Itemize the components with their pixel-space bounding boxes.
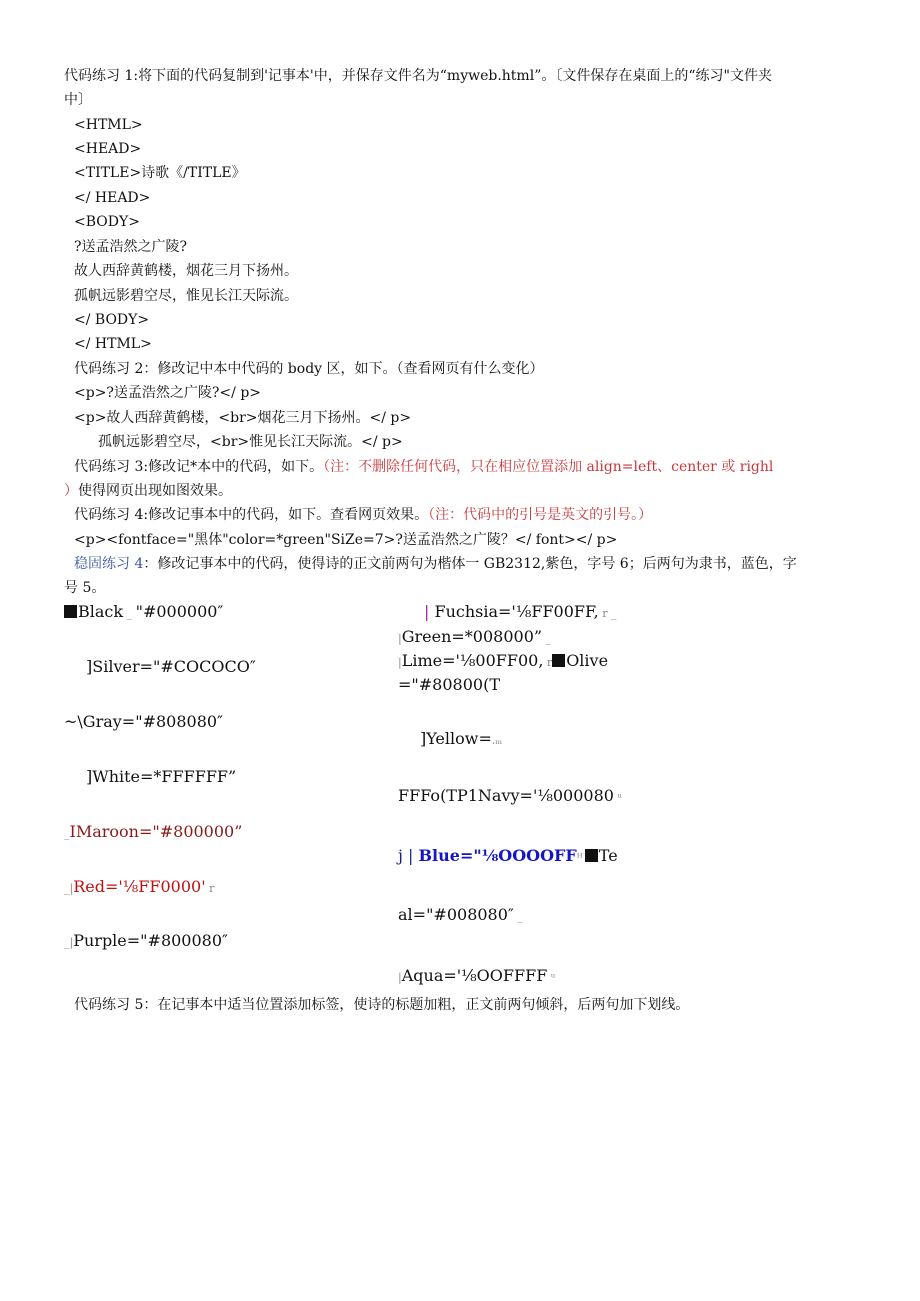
black-swatch (64, 605, 77, 618)
ex1-code-line: <HTML> (74, 117, 143, 133)
ex4-code: <p><fontface="黑体"color=*green"SiZe=7>?送孟浩然之广陵？</ font></ p> (74, 532, 618, 548)
ex2-code-line: <p>?送孟浩然之广陵?</ p> (74, 385, 262, 401)
ex3-note-end: ） (64, 483, 78, 499)
color-navy-text: FFFo(TP1Navy='⅛000080 (398, 786, 614, 805)
color-entry-teal-value: al="#008080″ _ (398, 905, 523, 924)
color-entry-yellow: ]Yellow=.ₘ (420, 729, 503, 748)
ex3-tail: 使得网页出现如图效果。 (78, 483, 232, 499)
ex1-code-line: </ BODY> (74, 312, 150, 328)
color-maroon-text: IMaroon="#800000” (69, 822, 243, 841)
color-black-value: "#000000″ (135, 602, 224, 621)
color-entry-fuchsia: | Fuchsia='⅛FF00FF, r _ (424, 602, 617, 621)
color-green-text: Green=*008000” (401, 627, 543, 646)
ex4-note: （注：代码中的引号是英文的引号。） (428, 507, 653, 523)
ex1-code-line: <BODY> (74, 214, 140, 230)
color-blue-prefix: j | (398, 846, 419, 865)
ex2-code-line: 孤帆远影碧空尽，<br>惟见长江天际流。</ p> (98, 434, 403, 450)
color-lime-text: Lime='⅛00FF00, (401, 651, 544, 670)
color-purple-text: Purple="#800080″ (73, 931, 228, 950)
color-olive-text: Olive (566, 651, 609, 670)
color-entry-blue: j | Blue="⅛OOOOFFᴴ Te (398, 846, 618, 865)
color-red-text: Red='⅛FF0000' (73, 877, 206, 896)
color-fuchsia-text: Fuchsia='⅛FF00FF, (434, 602, 599, 621)
color-entry-silver: ]Silver="#COCOCO″ (86, 657, 256, 676)
ex2-intro: 代码练习 2：修改记中本中代码的 body 区，如下。（查看网页有什么变化） (74, 361, 544, 377)
review-text: ：修改记事本中的代码，使得诗的正文前两句为楷体一 GB2312,紫色，字号 6；后两句为隶书，蓝色，字 (143, 556, 797, 572)
ex3-intro-text: 代码练习 3:修改记*本中的代码，如下。 (74, 459, 324, 475)
ex3-intro-line2 (64, 481, 232, 501)
ex4-intro (74, 505, 652, 525)
ex1-code-line: <HEAD> (74, 141, 142, 157)
ex1-code-line: </ HTML> (74, 336, 152, 352)
ex5-intro: 代码练习 5：在记事本中适当位置添加标签，使诗的标题加粗，正文前两句倾斜，后两句加下划线。 (74, 997, 690, 1013)
ex4-intro-text: 代码练习 4:修改记事本中的代码，如下。查看网页效果。 (74, 507, 429, 523)
olive-swatch (552, 654, 565, 667)
ex1-code-line: ?送孟浩然之广陵? (74, 239, 188, 255)
teal-swatch (585, 849, 598, 862)
ex1-code-line: <TITLE>诗歌《/TITLE》 (74, 165, 246, 181)
color-entry-lime: |Lime='⅛00FF00, r Olive (398, 651, 609, 670)
color-entry-gray: ~\Gray="#808080″ (64, 712, 224, 731)
ex1-code-line: 故人西辞黄鹤楼，烟花三月下扬州。 (74, 263, 298, 279)
ex2-code-line: <p>故人西辞黄鹤楼，<br>烟花三月下扬州。</ p> (74, 410, 412, 426)
color-entry-green: |Green=*008000” _ (398, 627, 552, 646)
ex3-note: （注：不删除任何代码，只在相应位置添加 align=left、center 或 righl (323, 459, 774, 475)
color-entry-white: ]White=*FFFFFF” (86, 767, 237, 786)
color-entry-red: _|Red='⅛FF0000' r (64, 877, 215, 896)
ex1-intro-line1: 代码练习 1:将下面的代码复制到'记事本'中，并保存文件名为“myweb.html”。〔文件保存在桌面上的“练习"文件夹 (64, 68, 772, 84)
review-label: 稳固练习 4 (74, 556, 144, 572)
color-entry-navy: FFFo(TP1Navy='⅛000080 ᵘ (398, 786, 622, 805)
color-black-name: Black (78, 602, 124, 621)
color-teal-text: Te (598, 846, 618, 865)
color-entry-aqua: |Aqua='⅛OOFFFF ᵘ (398, 966, 556, 985)
review-line2: 号 5。 (64, 580, 106, 596)
color-blue-text: Blue="⅛OOOOFF (418, 846, 577, 865)
ex1-intro-line2: 中〕 (64, 92, 92, 108)
ex1-code-line: 孤帆远影碧空尽，惟见长江天际流。 (74, 288, 298, 304)
color-teal-value: al="#008080″ (398, 905, 514, 924)
ex1-code-line: </ HEAD> (74, 190, 151, 206)
review-line1 (74, 554, 797, 574)
color-aqua-text: Aqua='⅛OOFFFF (401, 966, 548, 985)
color-entry-black: Black _ "#000000″ (64, 601, 223, 625)
color-entry-olive-value: ="#80800(T (398, 675, 500, 694)
color-yellow-text: ]Yellow= (420, 729, 492, 748)
ex3-intro (74, 457, 773, 477)
color-entry-maroon: _IMaroon="#800000” (64, 822, 243, 841)
color-entry-purple: _|Purple="#800080″ (64, 931, 228, 950)
